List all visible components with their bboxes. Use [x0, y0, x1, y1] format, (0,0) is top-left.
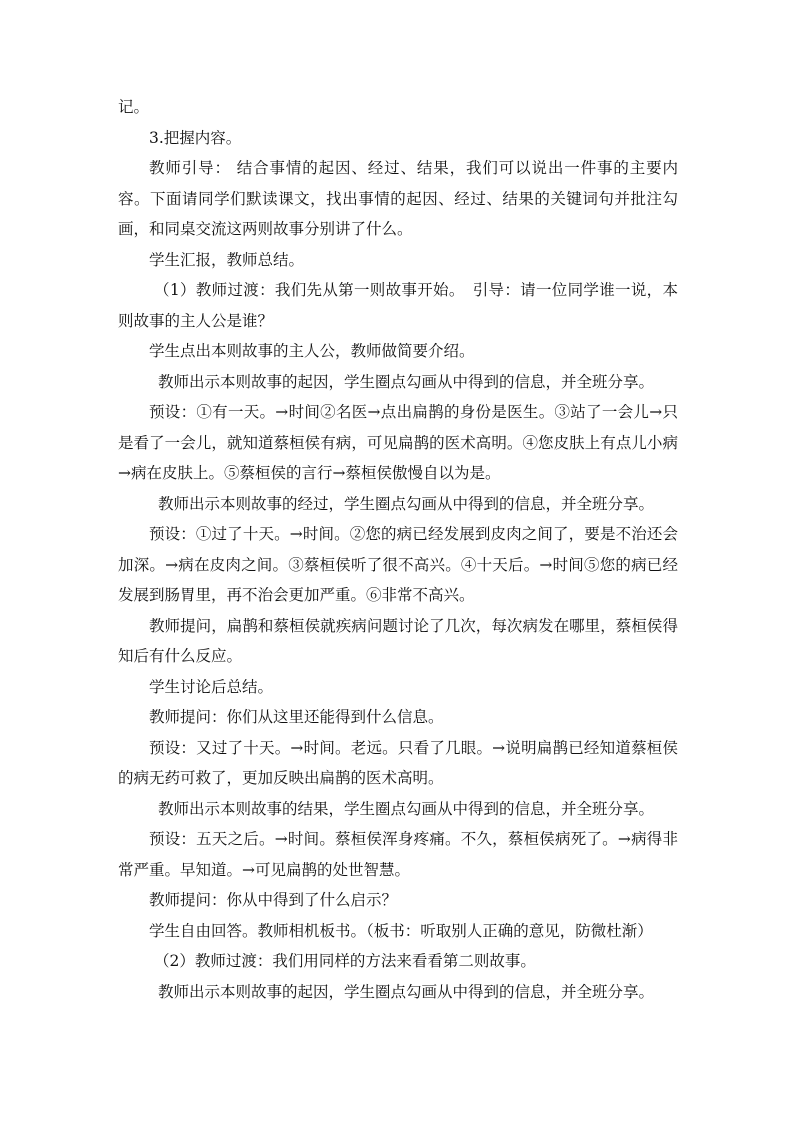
paragraph: 教师引导： 结合事情的起因、经过、结果，我们可以说出一件事的主要内容。下面请同学们默读课文，找出事情的起因、经过、结果的关键词句并批注勾画，和同桌交流这两则故事分别讲了什么。: [118, 159, 678, 238]
paragraph: （2）教师过渡：我们用同样的方法来看看第二则故事。: [154, 952, 536, 970]
document-page: [118, 92, 678, 1007]
paragraph: 学生讨论后总结。: [149, 677, 274, 696]
paragraph: 预设：五天之后。→时间。蔡桓侯浑身疼痛。不久，蔡桓侯病死了。→病得非常严重。早知道。→可见扁鹊的处世智慧。: [118, 830, 678, 879]
paragraph: 预设：又过了十天。→时间。老远。只看了几眼。→说明扁鹊已经知道蔡桓侯的病无药可救了，更加反映出扁鹊的医术高明。: [118, 738, 678, 787]
paragraph: 学生汇报，教师总结。: [149, 250, 305, 269]
paragraph: （1）教师过渡：我们先从第一则故事开始。 引导：请一位同学谁一说，本则故事的主人公是谁？: [118, 281, 678, 330]
paragraph: 教师提问，扁鹊和蔡桓侯就疾病问题讨论了几次，每次病发在哪里，蔡桓侯得知后有什么反应。: [118, 616, 678, 665]
paragraph: 预设：①有一天。→时间②名医→点出扁鹊的身份是医生。③站了一会儿→只是看了一会儿，就知道蔡桓侯有病，可见扁鹊的医术高明。④您皮肤上有点儿小病→病在皮肤上。⑤蔡桓侯的言行→蔡桓侯傲慢自以为是。: [118, 403, 678, 482]
paragraph: 教师出示本则故事的结果，学生圈点勾画从中得到的信息，并全班分享。: [158, 799, 655, 818]
paragraph: 教师出示本则故事的起因，学生圈点勾画从中得到的信息，并全班分享。: [158, 372, 655, 391]
paragraph: 预设：①过了十天。→时间。②您的病已经发展到皮肉之间了，要是不治还会加深。→病在皮肉之间。③蔡桓侯听了很不高兴。④十天后。→时间⑤您的病已经发展到肠胃里，再不治会更加严重。⑥非常不高兴。: [118, 525, 678, 604]
paragraph: 教师出示本则故事的起因，学生圈点勾画从中得到的信息，并全班分享。: [158, 982, 655, 1001]
paragraph: 教师出示本则故事的经过，学生圈点勾画从中得到的信息，并全班分享。: [158, 494, 655, 513]
paragraph: 学生点出本则故事的主人公，教师做简要介绍。: [149, 342, 475, 360]
paragraph: 教师提问：你从中得到了什么启示？: [149, 891, 398, 909]
paragraph: 记。: [118, 98, 150, 116]
paragraph: 学生自由回答。教师相机板书。（板书：听取别人正确的意见，防微杜渐）: [149, 921, 653, 940]
paragraph: 教师提问：你们从这里还能得到什么信息。: [149, 708, 444, 726]
section-heading: 3.把握内容。: [149, 128, 242, 147]
